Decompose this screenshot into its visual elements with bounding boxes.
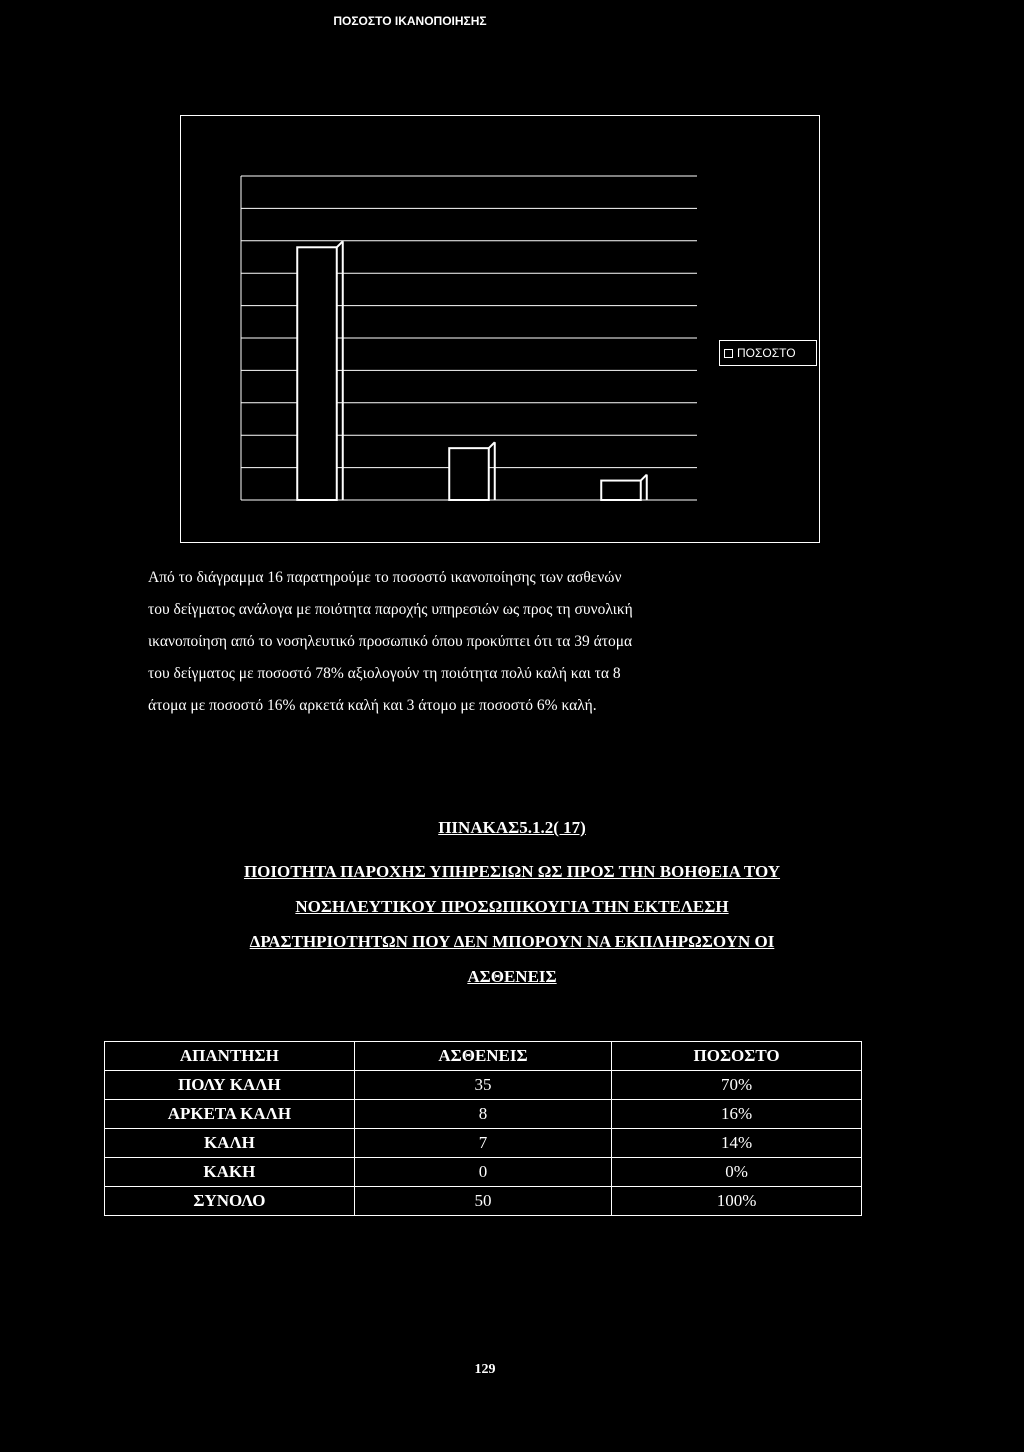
data-table: [104, 1041, 862, 1216]
patients-cell: 8: [354, 1100, 611, 1129]
bar: [297, 247, 337, 500]
percent-cell: 100%: [612, 1187, 862, 1216]
patients-cell: 50: [354, 1187, 611, 1216]
paragraph-line: Από το διάγραμμα 16 παρατηρούμε το ποσοστό ικανοποίησης των ασθενών: [148, 569, 622, 586]
paragraph-line: του δείγματος με ποσοστό 78% αξιολογούν τη ποιότητα πολύ καλή και τα 8: [148, 665, 621, 682]
chart-frame: [180, 115, 820, 543]
percent-cell: 16%: [612, 1100, 862, 1129]
paragraph-line: άτομα με ποσοστό 16% αρκετά καλή και 3 άτομο με ποσοστό 6% καλή.: [148, 697, 597, 714]
table-row: [105, 1158, 862, 1187]
table-title-line: ΔΡΑΣΤΗΡΙΟΤΗΤΩΝ ΠΟΥ ΔΕΝ ΜΠΟΡΟΥΝ ΝΑ ΕΚΠΛΗΡΩΣΟΥΝ ΟΙ: [249, 932, 775, 951]
page-number: 129: [474, 1362, 496, 1377]
header-cell: ΑΣΘΕΝΕΙΣ: [354, 1042, 611, 1071]
table-title-line: ΑΣΘΕΝΕΙΣ: [467, 967, 557, 986]
bar-chart: [181, 116, 821, 544]
table-row: [105, 1100, 862, 1129]
header-cell: ΑΠΑΝΤΗΣΗ: [105, 1042, 355, 1071]
patients-cell: 35: [354, 1071, 611, 1100]
answer-cell: ΣΥΝΟΛΟ: [105, 1187, 355, 1216]
legend-label: ΠΟΣΟΣΤΟ: [737, 346, 796, 360]
table-row: [105, 1071, 862, 1100]
table-number: ΠΙΝΑΚΑΣ5.1.2( 17): [438, 818, 586, 837]
answer-cell: ΠΟΛΥ ΚΑΛΗ: [105, 1071, 355, 1100]
chart-title: ΠΟΣΟΣΤΟ ΙΚΑΝΟΠΟΙΗΣΗΣ: [333, 14, 487, 28]
answer-cell: ΚΑΛΗ: [105, 1129, 355, 1158]
paragraph-line: του δείγματος ανάλογα με ποιότητα παροχής υπηρεσιών ως προς τη συνολική: [148, 601, 633, 618]
percent-cell: 70%: [612, 1071, 862, 1100]
percent-cell: 0%: [612, 1158, 862, 1187]
legend-swatch: [724, 349, 733, 358]
paragraph-line: ικανοποίηση από το νοσηλευτικό προσωπικό όπου προκύπτει ότι τα 39 άτομα: [148, 633, 633, 650]
table-title-line: ΠΟΙΟΤΗΤΑ ΠΑΡΟΧΗΣ ΥΠΗΡΕΣΙΩΝ ΩΣ ΠΡΟΣ ΤΗΝ ΒΟΗΘΕΙΑ ΤΟΥ: [243, 862, 781, 881]
patients-cell: 7: [354, 1129, 611, 1158]
answer-cell: ΚΑΚΗ: [105, 1158, 355, 1187]
table-row: [105, 1187, 862, 1216]
header-cell: ΠΟΣΟΣΤΟ: [612, 1042, 862, 1071]
percent-cell: 14%: [612, 1129, 862, 1158]
table-title-line: ΝΟΣΗΛΕΥΤΙΚΟΥ ΠΡΟΣΩΠΙΚΟΥΓΙΑ ΤΗΝ ΕΚΤΕΛΕΣΗ: [295, 897, 729, 916]
patients-cell: 0: [354, 1158, 611, 1187]
bar: [601, 481, 641, 500]
bar: [449, 448, 489, 500]
body-paragraph: [148, 562, 840, 722]
table-row: [105, 1129, 862, 1158]
table-header-row: [105, 1042, 862, 1071]
answer-cell: ΑΡΚΕΤΑ ΚΑΛΗ: [105, 1100, 355, 1129]
chart-legend: [719, 340, 817, 366]
